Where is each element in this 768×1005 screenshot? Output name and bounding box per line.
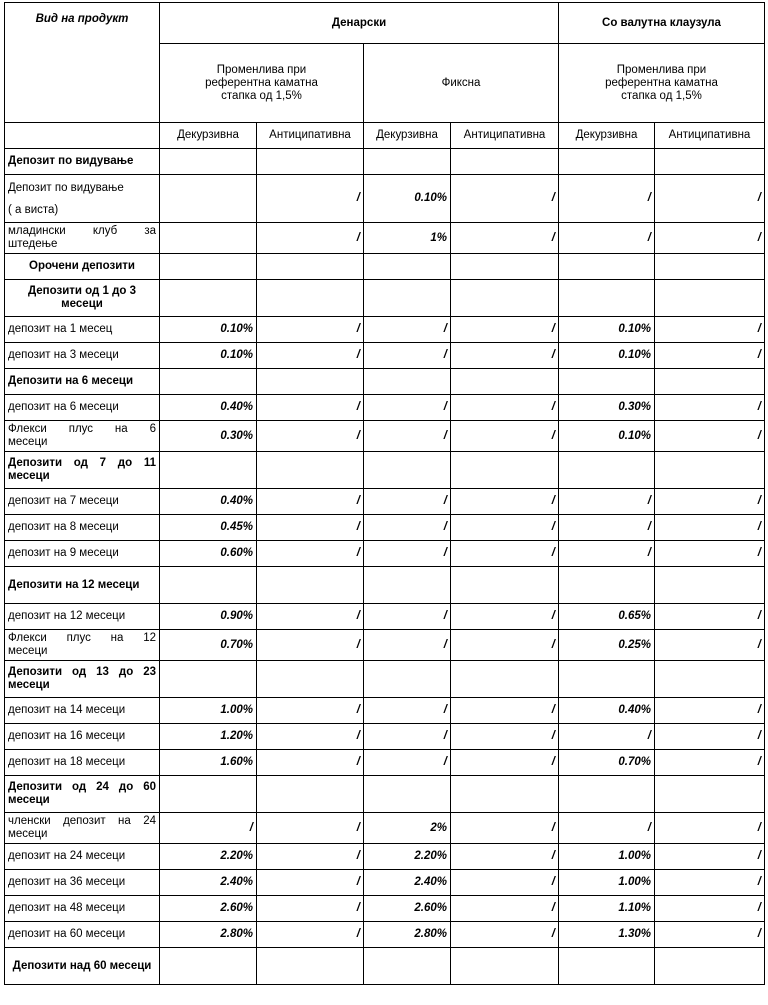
rate-value: / [451,922,559,948]
table-row [5,421,765,452]
rate-value: / [559,541,655,567]
rate-value: / [655,922,765,948]
rate-value: / [364,489,451,515]
rate-value: / [655,844,765,870]
rate-value: / [451,604,559,630]
product-name-line: депозит на 6 месеци [8,401,119,413]
rate-value: / [257,630,364,661]
rate-value: / [257,223,364,254]
rate-value: 0.70% [559,750,655,776]
rate-value: / [257,175,364,223]
product-name [5,698,160,724]
empty-cell [559,369,655,395]
rate-value: / [451,724,559,750]
rate-value: / [257,317,364,343]
rate-value: / [655,489,765,515]
rate-value: / [257,343,364,369]
currency-clause-header: Со валутна клаузула [559,3,765,44]
rate-value: / [451,223,559,254]
empty-cell [257,776,364,813]
empty-cell [655,567,765,604]
rate-value: 2.40% [364,870,451,896]
rate-value: 1.60% [160,750,257,776]
rate-value: / [559,515,655,541]
section-label: Депозити од 7 до 11 месеци [5,452,160,489]
empty-cell [559,254,655,280]
product-name-line: депозит на 16 месеци [8,730,126,742]
table-row [5,541,765,567]
section-label: Орочени депозити [5,254,160,280]
empty-cell [257,452,364,489]
rate-value: / [257,698,364,724]
empty-cell [160,369,257,395]
empty-cell [364,280,451,317]
rate-value: / [451,421,559,452]
rate-value: 2.80% [364,922,451,948]
rate-value: 0.40% [559,698,655,724]
variable-rate-line: референтна каматна [205,76,318,89]
product-name [5,317,160,343]
empty-cell [160,567,257,604]
decursive-header: Декурзивна [559,123,655,149]
rate-value: / [451,395,559,421]
empty-cell [160,254,257,280]
rate-value: / [655,896,765,922]
product-name-line: Флекси плус на 6 [8,423,156,435]
section-label: Депозити на 12 месеци [5,567,160,604]
rate-value: / [257,395,364,421]
rate-value: / [655,630,765,661]
rate-value: / [364,515,451,541]
variable-rate-line: референтна каматна [605,76,718,89]
rate-value: 0.65% [559,604,655,630]
empty-cell [655,661,765,698]
table-row [5,630,765,661]
rate-value: 0.25% [559,630,655,661]
rate-value: / [559,175,655,223]
product-name [5,421,160,452]
section-label: Депозит по видување [5,149,160,175]
section-row [5,567,765,604]
product-name [5,922,160,948]
empty-cell [451,452,559,489]
rate-value: / [559,223,655,254]
empty-cell [451,567,559,604]
rate-value: 2.60% [364,896,451,922]
rate-value: 2% [364,813,451,844]
variable-rate-line: Променлива при [216,63,307,76]
rate-value: / [655,813,765,844]
rate-value: / [257,750,364,776]
rate-value: 2.40% [160,870,257,896]
product-name-line: депозит на 3 месеци [8,349,119,361]
rate-value: / [257,489,364,515]
empty-cell [364,661,451,698]
rate-value: 2.20% [160,844,257,870]
empty-cell [160,452,257,489]
table-row [5,922,765,948]
product-type-header: Вид на продукт [5,3,160,123]
product-name [5,541,160,567]
rate-value: 0.40% [160,395,257,421]
table-row [5,515,765,541]
product-name-line: депозит на 12 месеци [8,610,126,622]
product-name-line: штедење [8,238,58,250]
rate-value: 0.70% [160,630,257,661]
rate-value: 2.20% [364,844,451,870]
rate-value: / [364,630,451,661]
rate-value: / [655,175,765,223]
variable-rate-line: Променлива при [616,63,707,76]
rate-value: / [257,724,364,750]
rate-value: / [364,750,451,776]
empty-cell [364,149,451,175]
product-name-line: членски депозит на 24 [8,815,156,827]
rate-value: / [451,175,559,223]
rate-value: 1.30% [559,922,655,948]
product-name-line: депозит на 18 месеци [8,756,126,768]
rate-value: / [257,541,364,567]
decursive-header: Декурзивна [160,123,257,149]
rate-value: / [364,395,451,421]
section-label: Депозити од 1 до 3 месеци [5,280,160,317]
rate-value: / [451,541,559,567]
table-row [5,175,765,223]
empty-cell [257,369,364,395]
product-name-line: месеци [8,436,48,448]
rate-value: / [451,489,559,515]
table-row [5,489,765,515]
empty-cell [257,254,364,280]
rate-value: / [451,343,559,369]
product-name [5,515,160,541]
rate-value: 0.30% [160,421,257,452]
table-row [5,724,765,750]
empty-cell [655,369,765,395]
fixed-rate-header: Фиксна [364,44,559,123]
rate-value: / [257,870,364,896]
product-name [5,223,160,254]
rate-value: 0.10% [559,343,655,369]
empty-cell [451,254,559,280]
rate-value: 0.10% [559,317,655,343]
product-name [5,870,160,896]
blank-header-cell [5,123,160,149]
empty-cell [559,149,655,175]
empty-cell [655,254,765,280]
rate-value: 0.90% [160,604,257,630]
section-label: Депозити од 24 до 60 месеци [5,776,160,813]
rate-value: / [257,421,364,452]
product-name-line: месеци [8,828,48,840]
rate-value: / [655,317,765,343]
anticipative-header: Антиципативна [655,123,765,149]
variable-rate-line: стапка од 1,5% [621,89,702,102]
rate-value: 0.10% [559,421,655,452]
rate-value: 0.10% [160,343,257,369]
rate-value: / [655,604,765,630]
table-row [5,844,765,870]
product-name-line: депозит на 7 месеци [8,495,119,507]
rate-value: 1.10% [559,896,655,922]
empty-cell [559,661,655,698]
empty-cell [160,948,257,985]
product-name-line: депозит на 48 месеци [8,902,126,914]
rate-value: / [364,698,451,724]
rate-value: / [451,630,559,661]
rate-value: / [364,317,451,343]
product-name [5,750,160,776]
rate-value: / [364,541,451,567]
product-name [5,896,160,922]
table-row [5,395,765,421]
product-name-line: младински клуб за [8,225,156,237]
rate-value: 0.40% [160,489,257,515]
rate-value: / [364,343,451,369]
rate-value: / [655,870,765,896]
rate-value: / [655,515,765,541]
rate-value: 1.20% [160,724,257,750]
rate-value: 0.60% [160,541,257,567]
rate-value: / [655,395,765,421]
rate-value [160,175,257,223]
empty-cell [655,149,765,175]
rate-value: / [451,515,559,541]
empty-cell [559,452,655,489]
rate-value: / [655,750,765,776]
rate-value: 1.00% [559,870,655,896]
denar-header: Денарски [160,3,559,44]
rate-value: / [451,317,559,343]
rate-value: / [257,515,364,541]
rate-value: / [559,489,655,515]
empty-cell [364,369,451,395]
rate-value: 0.30% [559,395,655,421]
empty-cell [257,149,364,175]
rate-value: 1% [364,223,451,254]
product-name-line: Депозит по видување [8,181,124,194]
product-name-line: депозит на 9 месеци [8,547,119,559]
rate-value: / [451,813,559,844]
rate-value: / [451,844,559,870]
product-name [5,630,160,661]
empty-cell [655,452,765,489]
empty-cell [160,661,257,698]
rate-value: / [364,724,451,750]
product-name-line: депозит на 24 месеци [8,850,126,862]
rate-value: / [451,698,559,724]
rate-value: / [655,724,765,750]
product-name-line: депозит на 8 месеци [8,521,119,533]
rate-value: / [559,813,655,844]
empty-cell [451,280,559,317]
rate-value: 1.00% [559,844,655,870]
section-label: Депозити на 6 месеци [5,369,160,395]
product-name [5,724,160,750]
empty-cell [364,948,451,985]
product-name-line: ( а виста) [8,203,59,216]
rate-value: / [451,896,559,922]
table-row [5,223,765,254]
empty-cell [451,948,559,985]
anticipative-header: Антиципативна [257,123,364,149]
rate-value: / [655,343,765,369]
product-name-line: депозит на 36 месеци [8,876,126,888]
anticipative-header: Антиципативна [451,123,559,149]
empty-cell [451,149,559,175]
product-name-line: Флекси плус на 12 [8,632,156,644]
rate-value: 2.80% [160,922,257,948]
empty-cell [364,567,451,604]
product-name [5,489,160,515]
rate-value: 0.10% [160,317,257,343]
rate-value: / [655,698,765,724]
rate-value: 1.00% [160,698,257,724]
product-name [5,604,160,630]
empty-cell [257,567,364,604]
rate-value: / [655,541,765,567]
empty-cell [257,948,364,985]
rate-value: / [257,844,364,870]
table-row [5,870,765,896]
section-row [5,280,765,317]
empty-cell [257,280,364,317]
variable-rate-line: стапка од 1,5% [221,89,302,102]
empty-cell [160,776,257,813]
table-row [5,343,765,369]
empty-cell [559,776,655,813]
table-row [5,813,765,844]
empty-cell [451,776,559,813]
section-row [5,452,765,489]
product-name-line: депозит на 1 месец [8,323,113,335]
section-row [5,149,765,175]
section-label: Депозити од 13 до 23 месеци [5,661,160,698]
empty-cell [655,776,765,813]
product-name-line: депозит на 14 месеци [8,704,126,716]
empty-cell [160,149,257,175]
rate-value: / [655,223,765,254]
rate-value: / [655,421,765,452]
header-row-interest-method [5,123,765,149]
product-name [5,175,160,223]
variable-rate-header-denar [160,44,364,123]
section-row [5,776,765,813]
section-row [5,661,765,698]
rate-value: / [257,896,364,922]
table-row [5,317,765,343]
rate-value: 0.45% [160,515,257,541]
header-row-currency [5,3,765,44]
empty-cell [160,280,257,317]
decursive-header: Декурзивна [364,123,451,149]
section-label: Депозити над 60 месеци [5,948,160,985]
rate-value: / [451,750,559,776]
section-row [5,369,765,395]
empty-cell [364,452,451,489]
product-name [5,813,160,844]
table-row [5,896,765,922]
product-name-line: месеци [8,645,48,657]
empty-cell [364,254,451,280]
rate-value: / [364,421,451,452]
rate-value: 0.10% [364,175,451,223]
deposit-rates-table [4,2,765,985]
empty-cell [451,661,559,698]
product-name [5,343,160,369]
rate-value: / [559,724,655,750]
empty-cell [451,369,559,395]
rate-value [160,223,257,254]
empty-cell [655,280,765,317]
empty-cell [257,661,364,698]
rate-value: / [160,813,257,844]
product-name [5,844,160,870]
rate-value: 2.60% [160,896,257,922]
section-row [5,254,765,280]
table-row [5,750,765,776]
empty-cell [559,280,655,317]
rate-value: / [257,604,364,630]
product-name-line: депозит на 60 месеци [8,928,126,940]
rate-value: / [257,813,364,844]
empty-cell [559,948,655,985]
rate-value: / [451,870,559,896]
rate-value: / [257,922,364,948]
empty-cell [559,567,655,604]
product-name [5,395,160,421]
variable-rate-header-fx [559,44,765,123]
empty-cell [655,948,765,985]
empty-cell [364,776,451,813]
rate-value: / [364,604,451,630]
table-row [5,698,765,724]
table-row [5,604,765,630]
section-row [5,948,765,985]
